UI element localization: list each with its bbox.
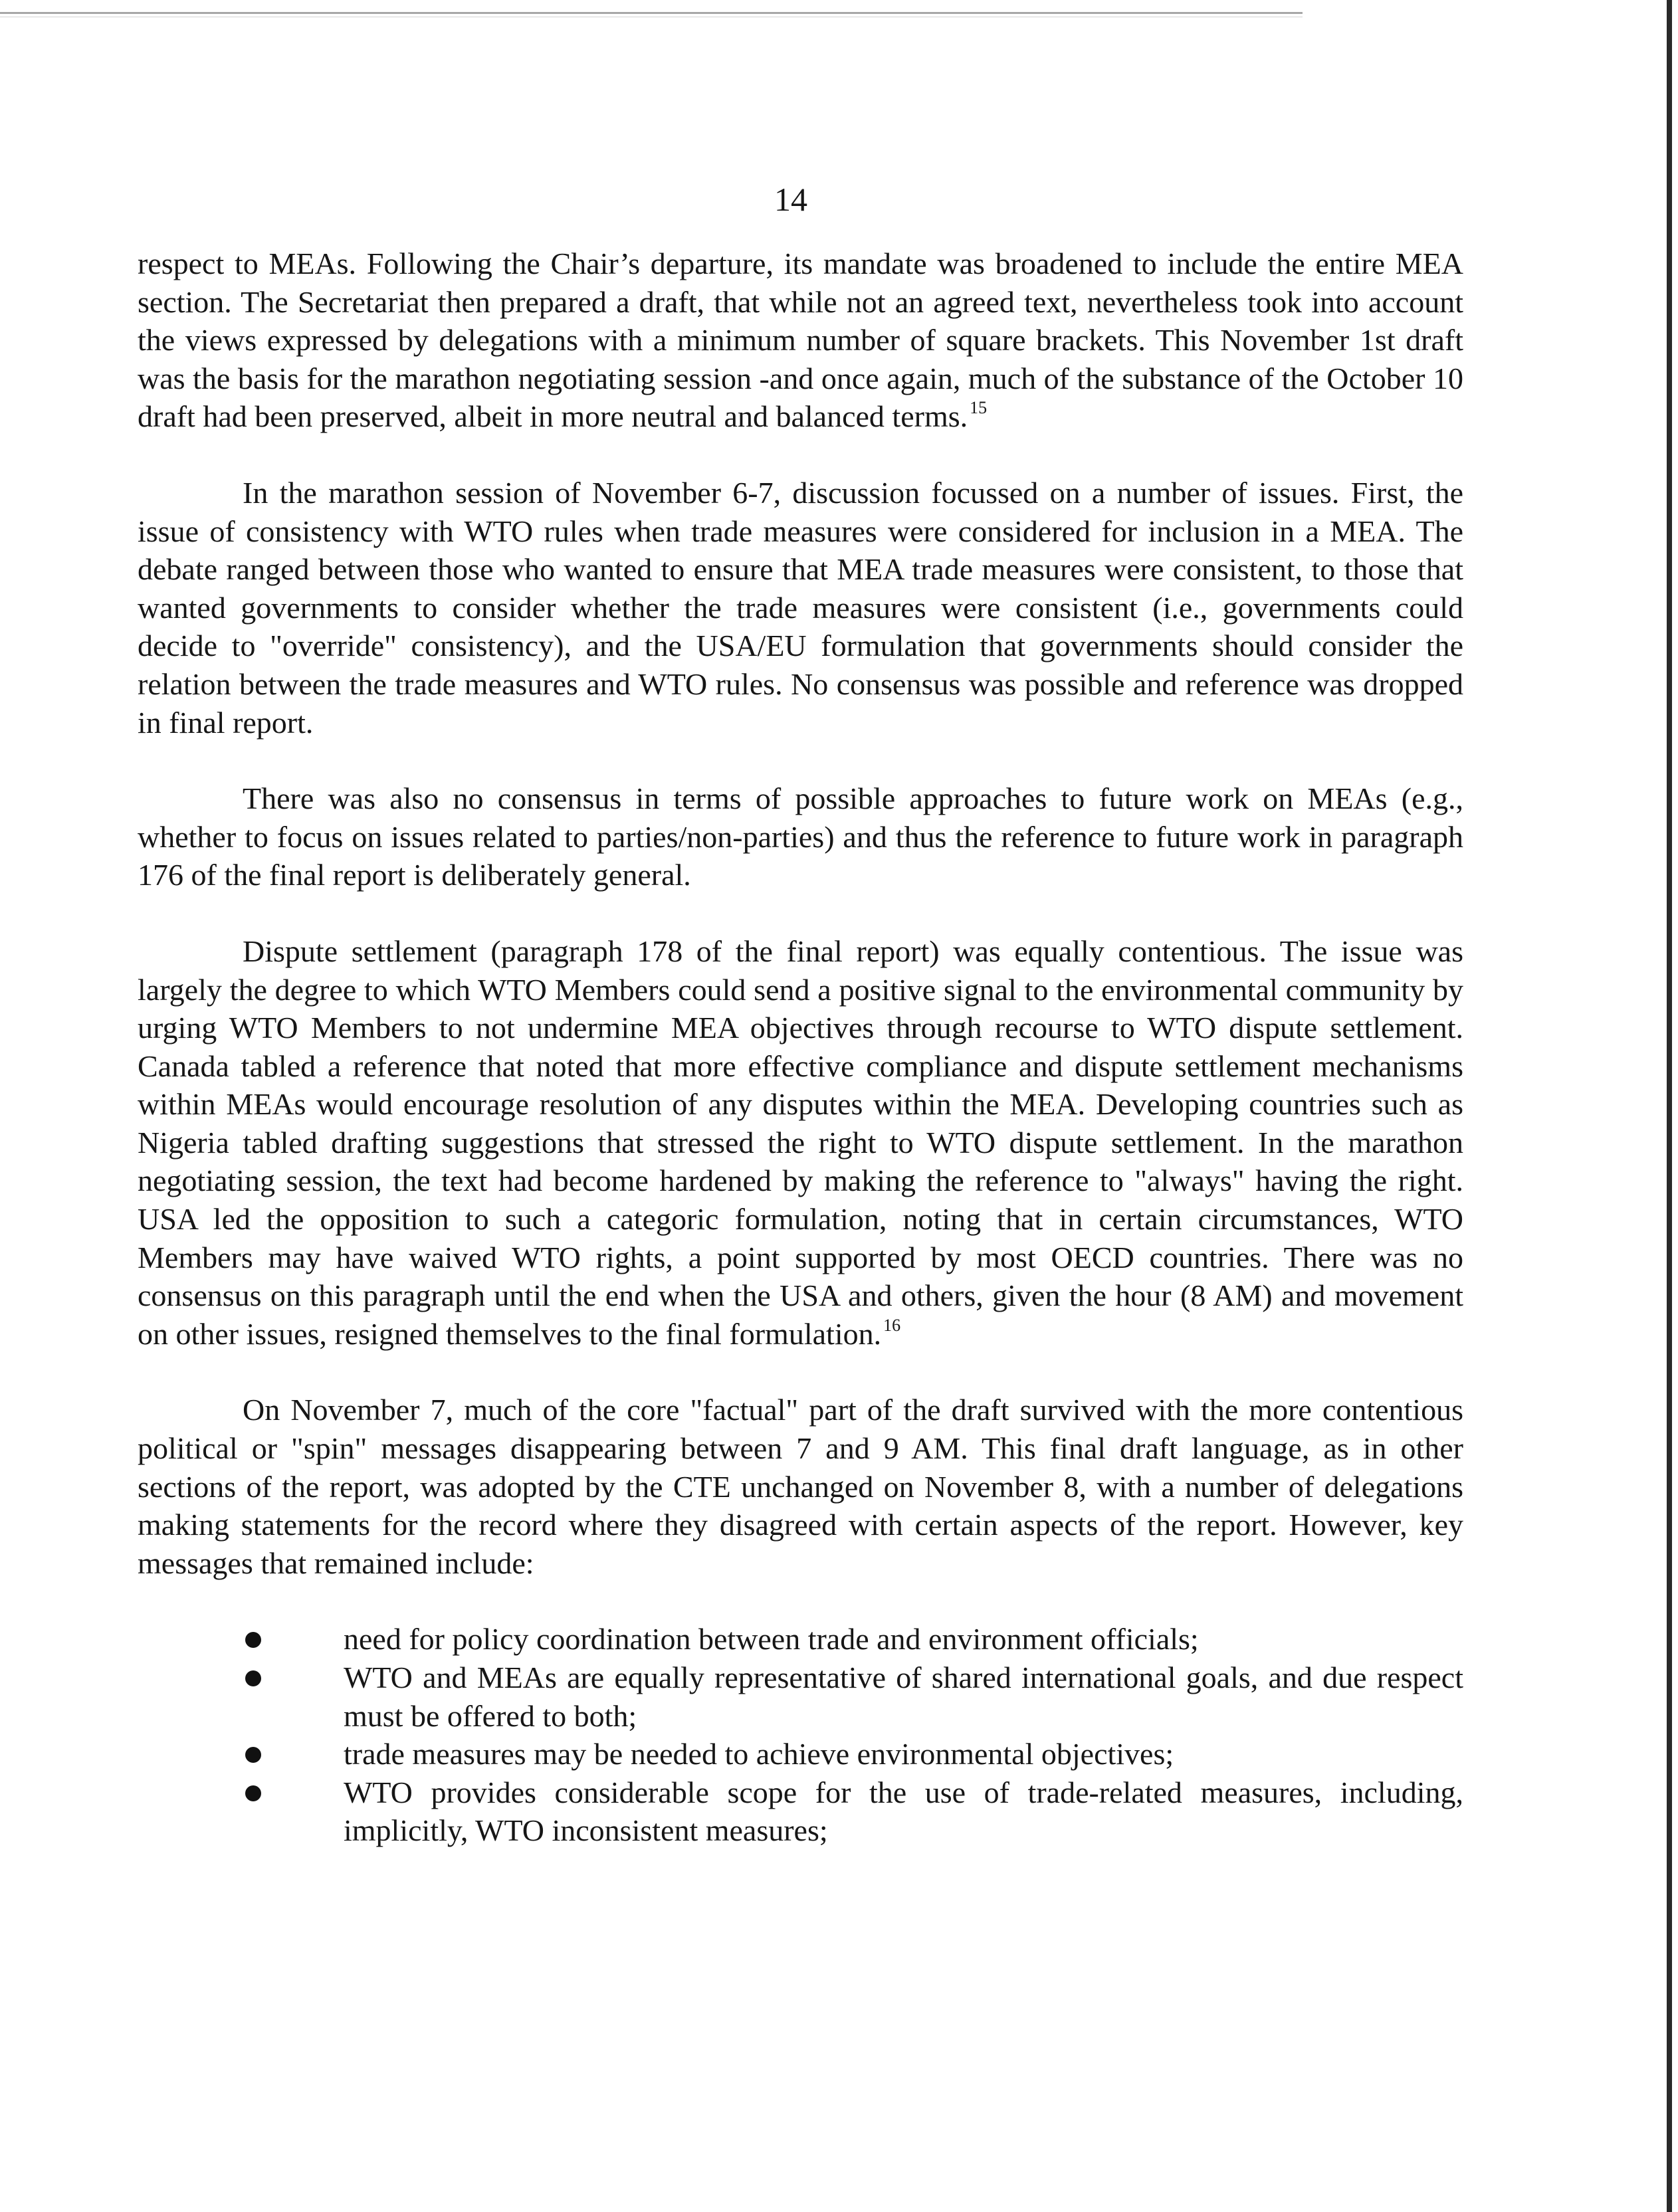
bullet-icon: [245, 1670, 261, 1686]
key-messages-list: [138, 1620, 1463, 1850]
paragraph-marathon-session: [138, 474, 1463, 742]
list-item: [138, 1659, 1463, 1735]
list-item-text: trade measures may be needed to achieve environmental objectives;: [344, 1737, 1174, 1771]
paragraph-mea-mandate: [138, 245, 1463, 436]
scan-right-edge: [1667, 0, 1672, 2212]
paragraph-key-messages: [138, 1391, 1463, 1582]
paragraph-text: On November 7, much of the core "factual" part of the draft survived with the more contentious political or "spin" messages disappearing between 7 and 9 AM. This final draft language, as in other sections of the report, was adopted by the CTE unchanged on November 8, with a number of delegations making statements for the record where they disagreed with certain aspects of the report. However, key messages that remained include:: [138, 1393, 1463, 1580]
bullet-icon: [245, 1747, 261, 1763]
list-item: [138, 1773, 1463, 1850]
paragraph-dispute-settlement: [138, 932, 1463, 1354]
paragraph-future-work: [138, 779, 1463, 894]
page-number: 14: [774, 181, 807, 218]
bullet-icon: [245, 1785, 261, 1801]
list-item: [138, 1735, 1463, 1773]
paragraph-text: In the marathon session of November 6-7, discussion focussed on a number of issues. First, the issue of consistency with WTO rules when trade measures were considered for inclusion in a MEA. The debate ranged between those who wanted to ensure that MEA trade measures were consistent, to those that wanted governments to consider whether the trade measures were consistent (i.e., governments could decide to "override" consistency), and the USA/EU formulation that governments should consider the relation between the trade measures and WTO rules. No consensus was possible and reference was dropped in final report.: [138, 475, 1463, 740]
list-item-text: need for policy coordination between trade and environment officials;: [344, 1622, 1199, 1657]
list-item-text: WTO and MEAs are equally representative of shared international goals, and due respect must be offered to both;: [344, 1660, 1463, 1733]
list-item-text: WTO provides considerable scope for the use of trade-related measures, including, implicitly, WTO inconsistent measures;: [344, 1775, 1463, 1848]
footnote-marker: 15: [970, 398, 988, 418]
scan-top-border: [0, 12, 1303, 14]
footnote-marker: 16: [883, 1315, 901, 1335]
paragraph-text: Dispute settlement (paragraph 178 of the final report) was equally contentious. The issue was largely the degree to which WTO Members could send a positive signal to the environmental community by urging WTO Members to not undermine MEA objectives through recourse to WTO dispute settlement. Canada tabled a reference that noted that more effective compliance and dispute settlement mechanisms within MEAs would encourage resolution of any disputes within the MEA. Developing countries such as Nigeria tabled drafting suggestions that stressed the right to WTO dispute settlement. In the marathon negotiating session, the text had become hardened by making the reference to "always" having the right. USA led the opposition to such a categoric formulation, noting that in certain circumstances, WTO Members may have waived WTO rights, a point supported by most OECD countries. There was no consensus on this paragraph until the end when the USA and others, given the hour (8 AM) and movement on other issues, resigned themselves to the final formulation.: [138, 934, 1463, 1351]
paragraph-text: There was also no consensus in terms of possible approaches to future work on MEAs (e.g., whether to focus on issues related to parties/non-parties) and thus the reference to future work in paragraph 176 of the final report is deliberately general.: [138, 781, 1463, 892]
bullet-icon: [245, 1632, 261, 1648]
document-body: [138, 245, 1463, 1850]
list-item: [138, 1620, 1463, 1659]
paragraph-text: respect to MEAs. Following the Chair’s departure, its mandate was broadened to include the entire MEA section. The Secretariat then prepared a draft, that while not an agreed text, nevertheless took into account the views expressed by delegations with a minimum number of square brackets. This November 1st draft was the basis for the marathon negotiating session -and once again, much of the substance of the October 10 draft had been preserved, albeit in more neutral and balanced terms.: [138, 247, 1463, 434]
